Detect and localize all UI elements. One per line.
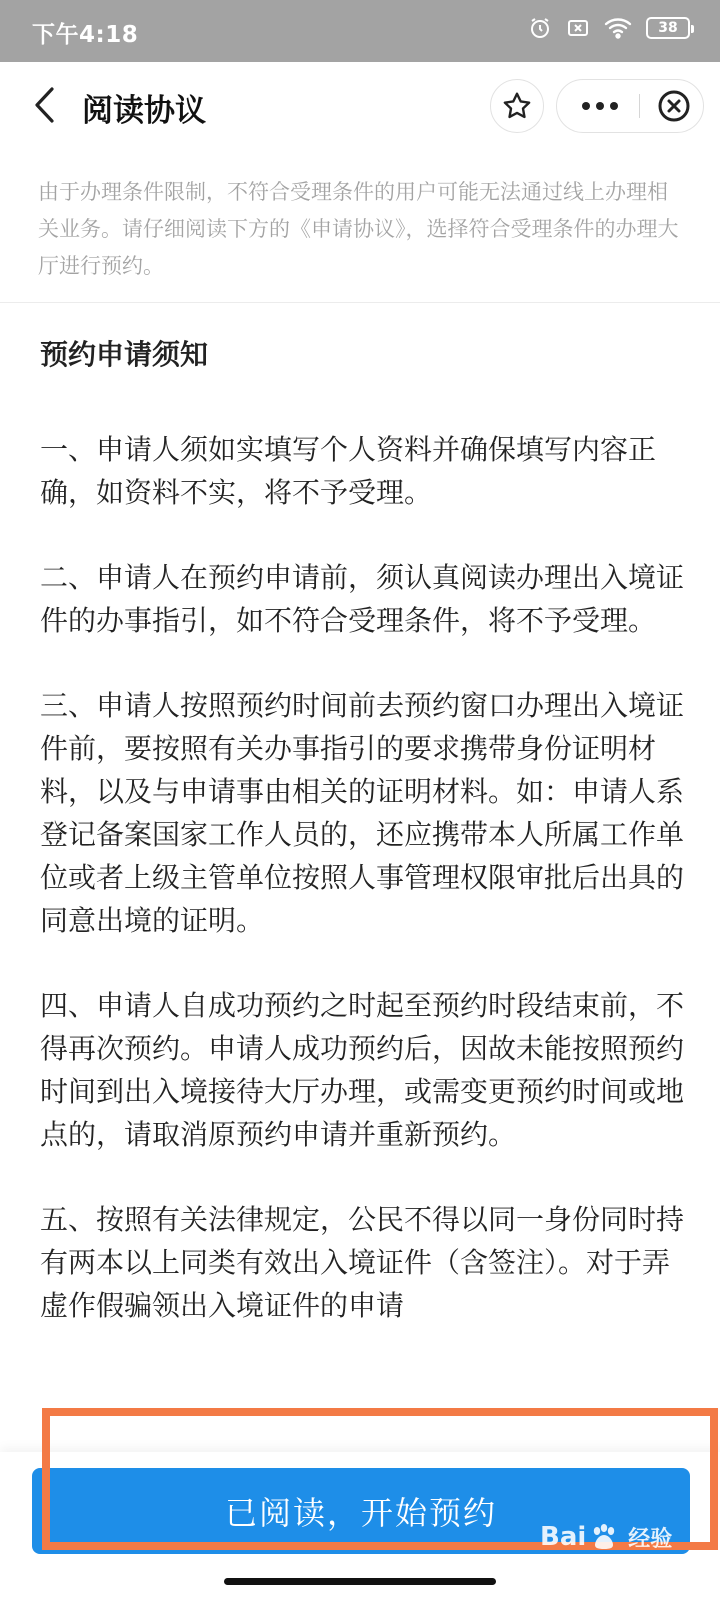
- agreement-content[interactable]: [40, 334, 690, 1369]
- capsule-divider: [639, 94, 640, 118]
- agreement-title: 预约申请须知: [40, 338, 209, 371]
- clause-3: 三、申请人按照预约时间前去预约窗口办理出入境证件前，要按照有关办事指引的要求携带身份证明材料，以及与申请事由相关的证明材料。如：申请人系登记备案国家工作人员的，还应携带本人所属工作单位或者上级主管单位按照人事管理权限审批后出具的同意出境的证明。: [40, 689, 685, 937]
- paw-icon: [589, 1522, 619, 1552]
- mini-program-capsule: [556, 79, 704, 133]
- close-circle-icon: [657, 89, 691, 123]
- sim-disabled-icon: [566, 16, 590, 40]
- status-icons: [528, 16, 690, 40]
- close-button[interactable]: [647, 80, 701, 132]
- notice-text: 由于办理条件限制，不符合受理条件的用户可能无法通过线上办理相关业务。请仔细阅读下方的《申请协议》，选择符合受理条件的办理大厅进行预约。: [38, 180, 679, 278]
- nav-bar: [0, 62, 720, 150]
- back-button[interactable]: [20, 80, 70, 130]
- back-arrow-icon: [32, 85, 58, 125]
- alarm-icon: [528, 16, 552, 40]
- watermark-left: Bai: [540, 1522, 587, 1552]
- section-divider: [0, 302, 720, 303]
- start-appointment-button[interactable]: 已阅读，开始预约: [32, 1468, 690, 1554]
- home-indicator[interactable]: [224, 1578, 496, 1585]
- wifi-icon: [604, 17, 632, 39]
- more-button[interactable]: [567, 80, 633, 132]
- baidu-watermark: [540, 1512, 700, 1562]
- page-title: 阅读协议: [82, 93, 206, 129]
- battery-icon: [646, 17, 690, 39]
- favorite-button[interactable]: [490, 79, 544, 133]
- battery-level: 38: [658, 20, 678, 36]
- clause-2: 二、申请人在预约申请前，须认真阅读办理出入境证件的办事指引，如不符合受理条件，将不予受理。: [40, 561, 685, 637]
- clause-1: 一、申请人须如实填写个人资料并确保填写内容正确，如资料不实，将不予受理。: [40, 433, 657, 509]
- clause-5: 五、按照有关法律规定，公民不得以同一身份同时持有两本以上同类有效出入境证件（含签注）。对于弄虚作假骗领出入境证件的申请: [40, 1203, 685, 1322]
- status-bar: [0, 0, 720, 62]
- clause-4: 四、申请人自成功预约之时起至预约时段结束前，不得再次预约。申请人成功预约后，因故未能按照预约时间到出入境接待大厅办理，或需变更预约时间或地点的，请取消原预约申请并重新预约。: [40, 989, 685, 1151]
- watermark-right: 经验: [628, 1526, 673, 1552]
- status-time: 下午4:18: [32, 22, 139, 48]
- star-icon: [501, 90, 533, 122]
- more-dots-icon: [580, 101, 620, 111]
